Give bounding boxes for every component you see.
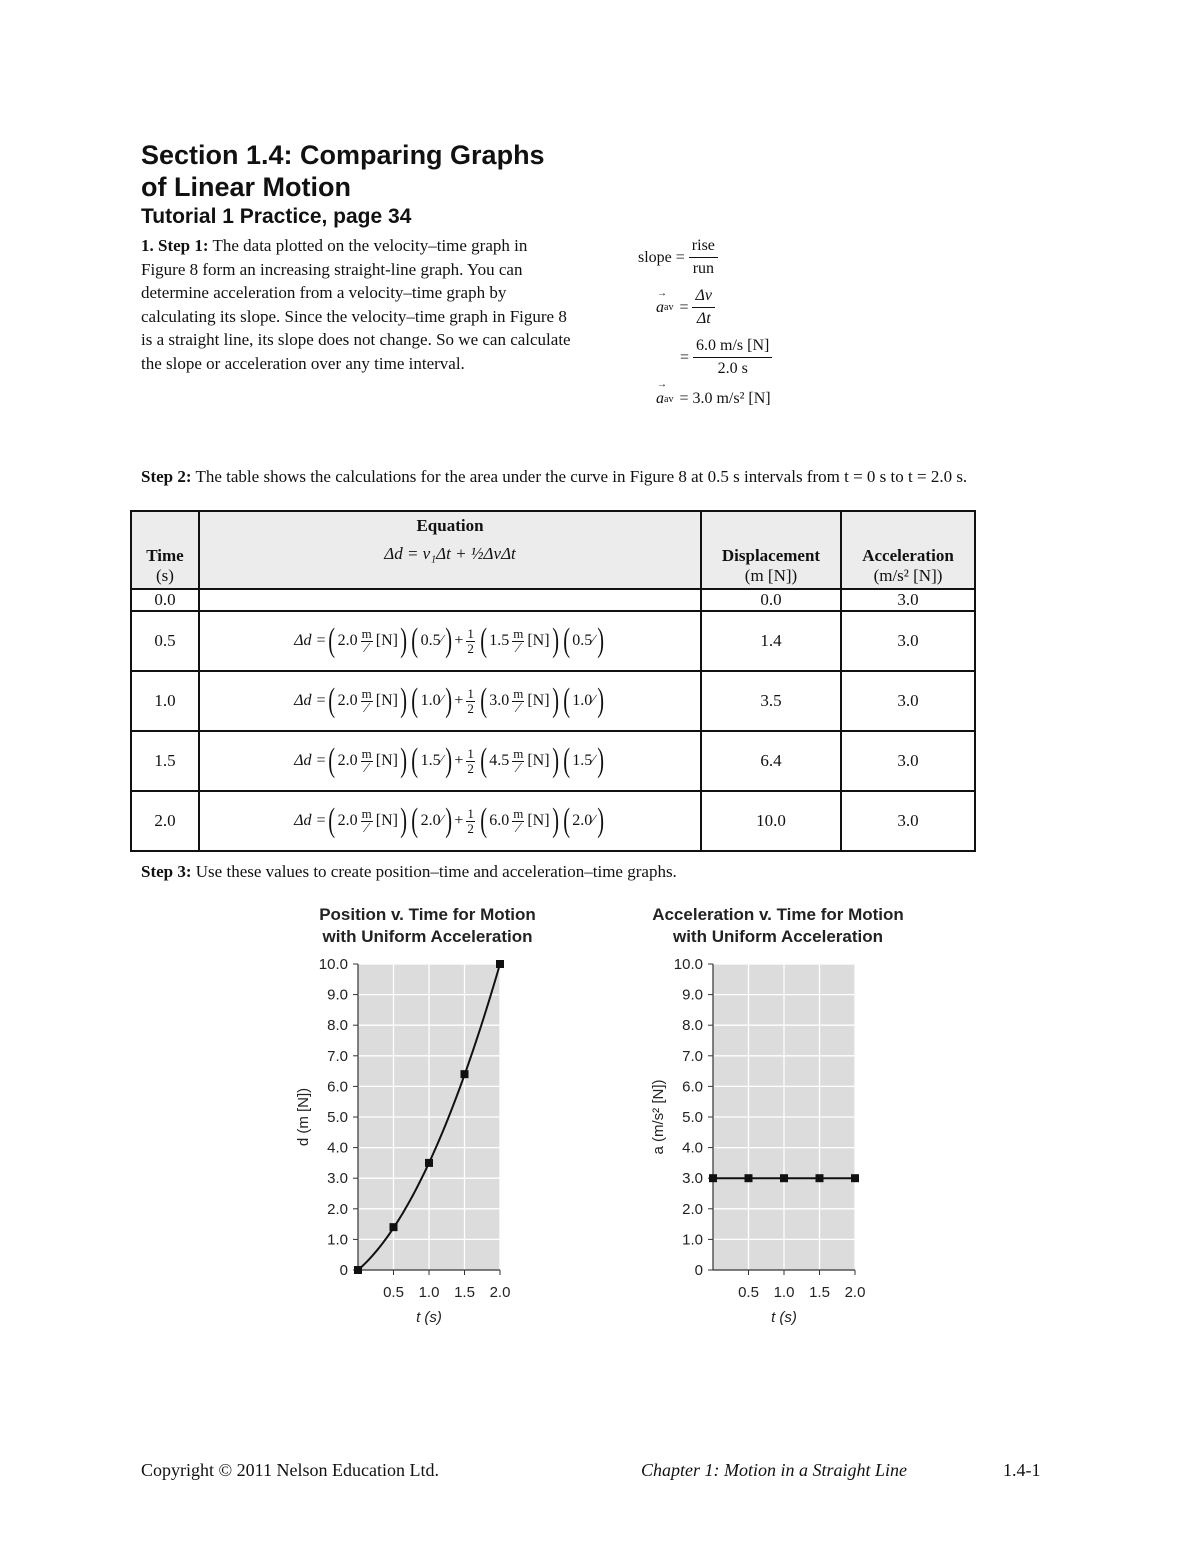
average-acceleration-definition (656, 286, 719, 329)
chapter-footer: Chapter 1: Motion in a Straight Line (641, 1460, 908, 1480)
av-subscript-2: av (664, 393, 674, 405)
step3-paragraph (141, 862, 677, 882)
tutorial-subtitle: Tutorial 1 Practice, page 34 (141, 205, 412, 228)
step3-text: Use these values to create position–time and acceleration–time graphs. (195, 862, 677, 881)
position-x-tick-label: 1.5 (454, 1284, 475, 1301)
acceleration-symbol: a → (656, 299, 664, 317)
eq-prefix: Δd = (294, 752, 327, 769)
acceleration-y-axis-label: a (m/s² [N]) (650, 1079, 667, 1155)
cell-acceleration: 3.0 (841, 589, 975, 611)
acceleration-x-tick-label: 2.0 (844, 1284, 866, 1301)
position-data-point (461, 1070, 469, 1078)
acceleration-data-point (709, 1174, 717, 1182)
velocity-change: 1.5 (489, 632, 510, 649)
position-chart-title: Position v. Time for Motion with Uniform Acceleration (319, 905, 536, 946)
position-y-tick-label: 3.0 (327, 1170, 348, 1188)
velocity-change: 4.5 (489, 752, 510, 769)
equals-sign-2: = (680, 348, 690, 366)
table-row (131, 671, 975, 731)
eq-prefix: Δd = (294, 812, 327, 829)
page-number: 1.4-1 (1003, 1460, 1041, 1480)
time-interval: 0.5 (420, 632, 441, 649)
velocity-change: 3.0 (489, 692, 510, 709)
position-x-tick-label: 1.0 (418, 1284, 440, 1301)
acceleration-chart-svg (635, 950, 895, 1340)
step3-lead: Step 3: (141, 862, 192, 881)
cell-displacement: 6.4 (701, 731, 841, 791)
position-x-tick-label: 2.0 (489, 1284, 511, 1301)
cell-time: 2.0 (131, 791, 199, 851)
values-fraction (693, 336, 772, 379)
position-y-axis-label: d (m [N]) (295, 1087, 312, 1147)
header-equation: Equation Δd = v₁Δt + ½ΔvΔt (199, 511, 701, 589)
rise-text: rise (689, 236, 718, 258)
copyright-footer: Copyright © 2011 Nelson Education Ltd. (141, 1460, 439, 1480)
acceleration-y-tick-label: 7.0 (682, 1047, 703, 1065)
step1-lead: 1. Step 1: (141, 236, 209, 255)
acceleration-x-axis-label: t (s) (771, 1309, 797, 1326)
result-equation (656, 390, 771, 408)
cell-acceleration: 3.0 (841, 791, 975, 851)
position-y-tick-label: 10.0 (318, 956, 348, 973)
initial-velocity: 2.0 (337, 812, 358, 829)
slope-equations (620, 232, 860, 422)
acceleration-x-tick-label: 0.5 (738, 1284, 759, 1301)
velocity-change: 6.0 (489, 812, 510, 829)
run-text: run (692, 260, 715, 277)
time-interval: 1.5 (420, 752, 441, 769)
position-x-axis-label: t (s) (416, 1309, 442, 1326)
acceleration-y-tick-label: 8.0 (682, 1017, 703, 1035)
cell-equation (199, 589, 701, 611)
step2-paragraph (141, 466, 1061, 488)
initial-velocity: 2.0 (337, 692, 358, 709)
header-displacement: Displacement (m [N]) (701, 511, 841, 589)
table-row (131, 589, 975, 611)
acceleration-chart-title: Acceleration v. Time for Motion with Uniform Acceleration (652, 905, 904, 946)
section-title-line2: of Linear Motion (141, 172, 351, 202)
acceleration-y-tick-label: 5.0 (682, 1109, 703, 1126)
eq-prefix: Δd = (294, 632, 327, 649)
cell-time: 0.0 (131, 589, 199, 611)
position-data-point (425, 1159, 433, 1167)
acceleration-y-tick-label: 1.0 (682, 1231, 703, 1249)
step1-text: The data plotted on the velocity–time graph in Figure 8 form an increasing straight-line graph. You can determine acceleration from a velocity–time graph by calculating its slope. Since the velocity–time graph in Figure 8 is a straight line, its slope does not change. So we can calculate the slope or acceleration over any time interval. (141, 236, 571, 373)
cell-time: 1.5 (131, 731, 199, 791)
acceleration-y-tick-label: 3.0 (682, 1170, 703, 1188)
cell-time: 1.0 (131, 671, 199, 731)
time-interval: 1.0 (420, 692, 441, 709)
delta-t-text: Δt (696, 310, 711, 327)
displacement-table (130, 510, 976, 852)
acceleration-y-tick-label: 10.0 (673, 956, 703, 973)
position-y-tick-label: 6.0 (327, 1078, 348, 1096)
acceleration-y-tick-label: 2.0 (682, 1200, 703, 1218)
header-time: Time (s) (131, 511, 199, 589)
cell-equation: Δd = ( 2.0 m ∕ [N] ) ( 1.0 ∕ ) + $\frac{1}{2}$ ( 3.0 m ∕ [N] ) ( 1.0 ∕ ) (199, 671, 701, 731)
acceleration-symbol-2: a → (656, 390, 664, 408)
dv-over-dt (692, 286, 715, 329)
cell-equation: Δd = ( 2.0 m ∕ [N] ) ( 2.0 ∕ ) + $\frac{1}{2}$ ( 6.0 m ∕ [N] ) ( 2.0 ∕ ) (199, 791, 701, 851)
acceleration-data-point (780, 1174, 788, 1182)
cell-equation: Δd = ( 2.0 m ∕ [N] ) ( 1.5 ∕ ) + $\frac{1}{2}$ ( 4.5 m ∕ [N] ) ( 1.5 ∕ ) (199, 731, 701, 791)
slope-label: slope = (638, 248, 685, 266)
acceleration-x-tick-label: 1.5 (809, 1284, 830, 1301)
denominator-value: 2.0 s (717, 360, 748, 377)
rise-over-run (689, 236, 718, 279)
position-y-tick-label: 1.0 (327, 1231, 348, 1249)
acceleration-x-tick-label: 1.0 (773, 1284, 795, 1301)
cell-displacement: 3.5 (701, 671, 841, 731)
position-y-tick-label: 5.0 (327, 1109, 348, 1126)
cell-equation: Δd = ( 2.0 m ∕ [N] ) ( 0.5 ∕ ) + $\frac{1}{2}$ ( 1.5 m ∕ [N] ) ( 0.5 ∕ ) (199, 611, 701, 671)
delta-v-text: Δv (692, 286, 715, 308)
position-data-point (390, 1223, 398, 1231)
cell-time: 0.5 (131, 611, 199, 671)
acceleration-data-point (745, 1174, 753, 1182)
acceleration-y-tick-label: 4.0 (682, 1139, 703, 1157)
av-subscript: av (664, 302, 674, 313)
acceleration-y-tick-label: 6.0 (682, 1078, 703, 1096)
initial-velocity: 2.0 (337, 632, 358, 649)
section-title: Section 1.4: Comparing Graphs (141, 140, 545, 170)
step2-text: The table shows the calculations for the area under the curve in Figure 8 at 0.5 s intervals from t = 0 s to t = 2.0 s. (195, 467, 968, 486)
equals-sign: = (679, 298, 689, 316)
result-value: = 3.0 m/s² [N] (679, 390, 771, 407)
acceleration-data-point (816, 1174, 824, 1182)
initial-velocity: 2.0 (337, 752, 358, 769)
position-data-point (354, 1266, 362, 1274)
eq-prefix: Δd = (294, 692, 327, 709)
position-y-tick-label: 2.0 (327, 1200, 348, 1218)
acceleration-y-tick-label: 9.0 (682, 986, 703, 1004)
position-x-tick-label: 0.5 (383, 1284, 404, 1301)
position-y-tick-label: 7.0 (327, 1047, 348, 1065)
cell-displacement: 10.0 (701, 791, 841, 851)
time-interval: 2.0 (420, 812, 441, 829)
step2-lead: Step 2: (141, 467, 192, 486)
position-data-point (496, 960, 504, 968)
cell-acceleration: 3.0 (841, 611, 975, 671)
position-y-tick-label: 9.0 (327, 986, 348, 1004)
numerator-value: 6.0 m/s [N] (693, 336, 772, 358)
position-y-tick-label: 0 (339, 1262, 348, 1279)
acceleration-data-point (851, 1174, 859, 1182)
position-chart-svg (280, 950, 540, 1340)
cell-displacement: 1.4 (701, 611, 841, 671)
table-row (131, 791, 975, 851)
cell-acceleration: 3.0 (841, 671, 975, 731)
position-y-tick-label: 8.0 (327, 1017, 348, 1035)
position-y-tick-label: 4.0 (327, 1139, 348, 1157)
header-acceleration: Acceleration (m/s² [N]) (841, 511, 975, 589)
cell-displacement: 0.0 (701, 589, 841, 611)
table-row (131, 611, 975, 671)
slope-equation (638, 236, 722, 279)
cell-acceleration: 3.0 (841, 731, 975, 791)
step1-paragraph (141, 234, 571, 376)
acceleration-y-tick-label: 0 (694, 1262, 703, 1279)
table-row (131, 731, 975, 791)
substitution-equation (680, 336, 776, 379)
